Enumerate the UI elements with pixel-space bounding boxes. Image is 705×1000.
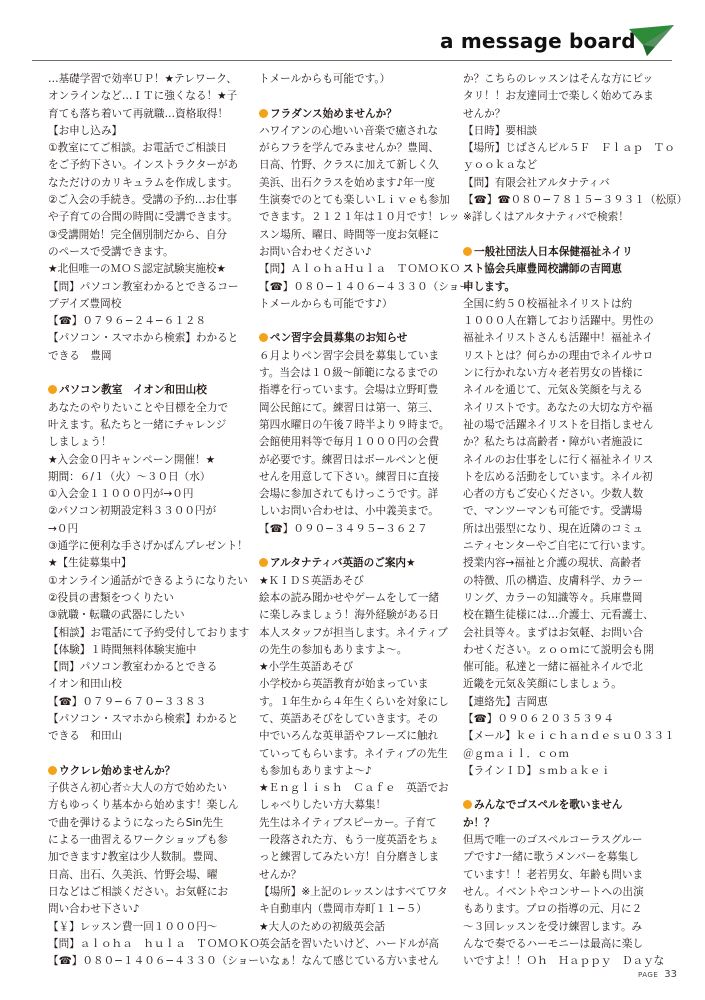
- section-gap: [259, 538, 460, 555]
- article-text-line: 指導を行っています。会場は立野町豊: [259, 384, 439, 397]
- article-heading-text: ウクレレ始めませんか？: [59, 764, 176, 777]
- article-text-line: 第四水曜日の午後７時半より９時まで。: [259, 418, 450, 431]
- page-title: a message board: [440, 29, 636, 53]
- article-text-line: できる 和田山: [48, 730, 123, 743]
- article-text-line: 【☎】０９０６２０３５３９４: [463, 712, 614, 725]
- article-text-line: ネイルを通じて、元気＆笑顔を与える: [463, 384, 643, 397]
- article-text-line: 【場所】※上記のレッスンはすべてワタ: [259, 885, 448, 898]
- article-text-line: 但馬で唯一のゴスペルコーラスグルー: [463, 834, 643, 847]
- article-text-line: ハワイアンの心地いい音楽で癒されな: [259, 124, 439, 137]
- article-heading-line: 申します。: [463, 280, 516, 293]
- article-text-line: せんか？: [463, 107, 506, 120]
- article-text-line: ※詳しくはアルタナティバで検索！: [463, 211, 629, 224]
- article-text-line: す。１年生から４年生くらいを対象にし: [259, 695, 449, 708]
- article-text-line: キ自動車内（豊岡市寿町１１−５）: [259, 903, 427, 916]
- article-text-line: 【☎】０７９６−２４−６１２８: [48, 315, 207, 328]
- article-text-line: 【場所】じばさんビル５Ｆ Ｆｌａｐ Ｔｏ: [463, 142, 675, 155]
- article-heading-line: スト協会兵庫豊岡校講師の吉岡恵: [463, 263, 622, 276]
- article-text-line: 【☎】０８０−１４０６−４３３０（ショー: [259, 280, 470, 293]
- article-text-line: ②役員の書類をつくりたい: [48, 591, 175, 604]
- article-text-line: リストとは？何らかの理由でネイルサロ: [463, 349, 654, 362]
- article-text-line: 全国に約５０校福祉ネイリストは約: [463, 297, 633, 310]
- article-text-line: 【パソコン・スマホから検索】わかると: [48, 712, 239, 725]
- article-text-line: ②ご入会の手続き。受講の予約…お仕事: [48, 194, 238, 207]
- article-text-line: あなたのやりたいことや目標を全力で: [48, 401, 229, 414]
- article-text-line: 〜３回レッスンを受け練習します。み: [463, 920, 643, 933]
- section-gap: [48, 746, 249, 763]
- article-text-line: も参加もありますよ〜♪: [259, 764, 372, 777]
- orange-dot-icon: [48, 385, 57, 394]
- article-text-line: 日高、出石、久美浜、竹野会場、曜: [48, 868, 218, 881]
- article-text-line: 方もゆっくり基本から始めます！楽しん: [48, 799, 239, 812]
- article-text-line: ★大人のための初級英会話: [259, 920, 386, 933]
- article-text-line: 会場に参加されてもけっこうです。詳: [259, 488, 439, 501]
- article-text-line: 近畿を元気＆笑顔にしましょう。: [463, 678, 622, 691]
- article-text-line: ①入会金１１０００円が→０円: [48, 488, 194, 501]
- article-text-line: ★ＫＩＤＳ英語あそび: [259, 574, 364, 587]
- article-heading-text: ペン習字会員募集のお知らせ: [270, 332, 408, 345]
- article-text-line: スン場所、曜日、時間等一度お気軽に: [259, 228, 440, 241]
- article-text-line: プです♪一緒に歌うメンバーを募集し: [463, 851, 639, 864]
- article-text-line: なただけのカリキュラムを作成します。: [48, 176, 238, 189]
- article-text-line: できます。２１２１年は１０月です！レッ: [259, 211, 460, 224]
- article-text-line: 【お申し込み】: [48, 124, 123, 137]
- article-text-line: ★Ｅｎｇｌｉｓｈ Ｃａｆｅ 英語でお: [259, 782, 449, 795]
- article-text-line: 英会話を習いたいけど、ハードルが高: [259, 937, 440, 950]
- orange-dot-icon: [463, 800, 472, 809]
- article-text-line: 【☎】０８０−１４０６−４３３０（ショー: [48, 955, 259, 968]
- column-3: [463, 71, 688, 971]
- article-heading: [48, 763, 249, 780]
- article-text-line: ニティセンターやご自宅にて行います。: [463, 540, 652, 553]
- article-text-line: 生演奏でのとても楽しいＬｉｖｅも参加: [259, 194, 450, 207]
- article-text-line: や子育ての合間の時間に受講できます。: [48, 211, 238, 224]
- article-text-line: 本人スタッフが担当します。ネイティブ: [259, 626, 448, 639]
- paper-plane-icon: [627, 23, 675, 59]
- article-text-line: イオン和田山校: [48, 678, 122, 691]
- article-text-line: の先生の参加もありますよ〜。: [259, 643, 408, 656]
- article-text-line: ＠ｇｍａｉｌ．ｃｏｍ: [463, 747, 569, 760]
- article-text-line: 会社員等々。まずはお気軽、お問い合: [463, 626, 644, 639]
- article-text-line: っと練習してみたい方！自分磨きしま: [259, 851, 440, 864]
- orange-dot-icon: [48, 766, 57, 775]
- article-text-line: 加できます♪教室は少人数制。豊岡、: [48, 851, 225, 864]
- article-heading: [259, 330, 460, 347]
- article-text-line: 福祉ネイリストさんも活躍中！福祉ネイ: [463, 332, 654, 345]
- article-text-line: わせください。ｚｏｏｍにて説明会も開: [463, 643, 654, 656]
- article-text-line: 【☎】☎０８０−７８１５−３９３１（松原）: [463, 194, 688, 207]
- article-heading: [463, 244, 664, 261]
- article-text-line: 校在籍生徒様には…介護士、元看護士、: [463, 609, 654, 622]
- article-text-line: 先生はネイティブスピーカー。子育て: [259, 816, 437, 829]
- article-heading-text: アルタナティバ英語のご案内★: [270, 557, 416, 570]
- article-heading: [259, 106, 460, 123]
- article-text-line: 【体験】１時間無料体験実施中: [48, 643, 197, 656]
- article-text-line: のペースで受講できます。: [48, 245, 174, 258]
- article-text-line: ★入会金０円キャンペーン開催！★: [48, 453, 216, 466]
- page-number: 33: [664, 969, 677, 980]
- article-text-line: 日などはご相談ください。お気軽にお: [48, 885, 229, 898]
- article-text-line: ネイリストです。あなたの大切な方や福: [463, 401, 653, 414]
- article-text-line: 中でいろんな英単語やフレーズに触れ: [259, 730, 439, 743]
- article-text-line: できる 豊岡: [48, 349, 112, 362]
- column-2: [259, 71, 470, 971]
- article-text-line: ②パソコン初期設定料３３００円が: [48, 505, 217, 518]
- article-text-line: 【☎】０９０−３４９５−３６２７: [259, 522, 428, 535]
- article-heading-line: か！？: [463, 816, 495, 829]
- article-text-line: 一段落された方、もう一度英語をちょ: [259, 834, 440, 847]
- article-text-line: 育ても落ち着いて再就職…資格取得！: [48, 107, 229, 120]
- article-text-line: お問い合わせください♪: [259, 245, 372, 258]
- column-1: [48, 71, 260, 971]
- article-text-line: いですよ！！Ｏｈ Ｈａｐｐｙ Ｄａｙな: [463, 955, 665, 968]
- article-text-line: 叶えます。私たちと一緒にチャレンジ: [48, 418, 227, 431]
- article-text-line: 【問】ＡｌｏｈａＨｕｌａ ＴＯＭＯＫＯ: [259, 263, 461, 276]
- article-text-line: ｙｏｏｋａなど: [463, 159, 538, 172]
- orange-dot-icon: [259, 109, 268, 118]
- article-text-line: ③就職・転職の武器にしたい: [48, 609, 185, 622]
- article-text-line: ③通学に便利な手さげかばんプレゼント！: [48, 540, 248, 553]
- article-text-line: 【連絡先】吉岡恵: [463, 695, 548, 708]
- article-text-line: ★北但唯一のＭＯＳ認定試験実施校★: [48, 263, 226, 276]
- article-text-line: 【ラインＩＤ】ｓｍｂａｋｅｉ: [463, 764, 611, 777]
- article-text-line: をご予約下さい。インストラクターがあ: [48, 159, 239, 172]
- article-text-line: 【問】ａｌｏｈａ ｈｕｌａ ＴＯＭＯＫＯ: [48, 937, 260, 950]
- article-text-line: 【相談】お電話にて予約受付しております: [48, 626, 250, 639]
- article-text-line: 期間：６/１（火）〜３０日（水）: [48, 470, 211, 483]
- article-text-line: で、マンツーマンも可能です。受講場: [463, 505, 643, 518]
- article-text-line: しゃべりしたい方大募集！: [259, 799, 387, 812]
- article-heading-text: パソコン教室 イオン和田山校: [59, 384, 207, 397]
- article-text-line: か？こちらのレッスンはそんな方にピッ: [463, 73, 654, 85]
- article-text-line: で曲を弾けるようになったらSin先生: [48, 816, 224, 829]
- article-text-line: 催可能。私達と一緒に福祉ネイルで北: [463, 661, 643, 674]
- article-text-line: ネイルのお仕事をしに行く福祉ネイリス: [463, 453, 654, 466]
- section-gap: [463, 780, 664, 797]
- article-text-line: んなで奏でるハーモニーは最高に楽し: [463, 937, 644, 950]
- orange-dot-icon: [259, 558, 268, 567]
- article-text-line: 【メール】ｋｅｉｃｈａｎｄｅｓｕ０３３１: [463, 730, 675, 743]
- article-text-line: しましょう！: [48, 436, 112, 449]
- article-heading-text: みんなでゴスペルを歌いません: [474, 799, 623, 812]
- article-text-line: …基礎学習で効率ＵＰ！★テレワーク、: [48, 73, 237, 85]
- article-text-line: しいお問い合わせは、小中義美まで。: [259, 505, 439, 518]
- article-text-line: ６月よりペン習字会員を募集していま: [259, 349, 440, 362]
- article-text-line: せんか？: [259, 868, 302, 881]
- article-text-line: 所は出張型になり、現在近隣のコミュ: [463, 522, 643, 535]
- article-text-line: ③受講開始！完全個別制だから、自分: [48, 228, 227, 241]
- article-text-line: ていってもらいます。ネイティブの先生: [259, 747, 448, 760]
- page-footer: [638, 969, 677, 980]
- article-text-line: 問い合わせ下さい♪: [48, 903, 140, 916]
- article-text-line: １０００人在籍しており活躍中。男性の: [463, 315, 654, 328]
- article-text-line: 祉の場で活躍ネイリストを目指しません: [463, 418, 654, 431]
- article-heading: [259, 555, 460, 572]
- article-text-line: 【問】パソコン教室わかるとできるコー: [48, 280, 239, 293]
- article-text-line: がらフラを学んでみませんか？豊岡、: [259, 142, 440, 155]
- article-text-line: いなぁ！なんて感じている方いません: [259, 955, 440, 968]
- article-text-line: ています！！老若男女、年齢も問いま: [463, 868, 644, 881]
- article-heading: [48, 382, 249, 399]
- header-rule: [32, 60, 672, 61]
- article-text-line: 【☎】０７９−６７０−３３８３: [48, 695, 207, 708]
- orange-dot-icon: [463, 247, 472, 256]
- article-text-line: の特徴、爪の構造、皮膚科学、カラー: [463, 574, 644, 587]
- article-heading-text: 一般社団法人日本保健福祉ネイリ: [474, 245, 633, 258]
- article-heading: [463, 797, 664, 814]
- article-text-line: トメールからも可能です♪）: [259, 297, 393, 310]
- article-text-line: プデイズ豊岡校: [48, 297, 122, 310]
- article-text-line: 岡公民館にて。練習日は第一、第三、: [259, 401, 439, 414]
- article-text-line: に楽しみましょう！海外経験がある日: [259, 609, 440, 622]
- article-text-line: 会館使用料等で毎月１０００円の会費: [259, 436, 440, 449]
- article-text-line: オンラインなど…ＩＴに強くなる！★子: [48, 90, 238, 103]
- article-text-line: せん。イベントやコンサートへの出演: [463, 885, 644, 898]
- article-text-line: 【問】パソコン教室わかるとできる: [48, 661, 218, 674]
- article-text-line: トを広める活動をしています。ネイル初: [463, 470, 653, 483]
- article-text-line: す。当会は１０級〜師範になるまでの: [259, 367, 439, 380]
- article-text-line: 小学校から英語教育が始まっていま: [259, 678, 429, 691]
- article-text-line: 【日時】要相談: [463, 124, 538, 137]
- orange-dot-icon: [259, 333, 268, 342]
- article-text-line: 子供さん初心者☆大人の方で始めたい: [48, 782, 227, 795]
- article-text-line: が必要です。練習日はボールペンと便: [259, 453, 439, 466]
- section-gap: [259, 313, 460, 330]
- article-text-line: 美浜、出石クラスを始めます♪年一度: [259, 176, 435, 189]
- article-text-line: タリ！！お友達同士で楽しく始めてみま: [463, 90, 654, 103]
- section-gap: [463, 227, 664, 244]
- article-text-line: ンに行かれない方々老若男女の皆様に: [463, 367, 644, 380]
- article-text-line: による一曲習えるワークショップも参: [48, 834, 228, 847]
- article-text-line: ①オンライン通話ができるようになりたい: [48, 574, 248, 587]
- page-label: PAGE: [637, 971, 659, 979]
- article-text-line: →０円: [48, 522, 79, 535]
- article-text-line: もあります。プロの指導の元、月に２: [463, 903, 643, 916]
- article-text-line: 日高、竹野、クラスに加えて新しく久: [259, 159, 439, 172]
- article-text-line: ★【生徒募集中】: [48, 557, 132, 570]
- section-gap: [259, 88, 460, 105]
- section-gap: [48, 365, 249, 382]
- article-text-line: 心者の方もご安心ください。少数人数: [463, 488, 644, 501]
- article-text-line: 絵本の読み聞かせやゲームをして一緒: [259, 591, 440, 604]
- article-text-line: トメールからも可能です。）: [259, 73, 391, 85]
- article-text-line: 【問】有限会社アルタナティバ: [463, 176, 610, 189]
- article-text-line: ★小学生英語あそび: [259, 661, 354, 674]
- article-text-line: て、英語あそびをしていきます。その: [259, 712, 439, 725]
- article-text-line: 【パソコン・スマホから検索】わかると: [48, 332, 239, 345]
- article-text-line: リング、カラーの知識等々。兵庫豊岡: [463, 591, 643, 604]
- article-text-line: 【￥】レッスン費一回１０００円〜: [48, 920, 218, 933]
- article-text-line: せんを用意して下さい。練習日に直接: [259, 470, 440, 483]
- article-heading-text: フラダンス始めませんか？: [270, 107, 397, 120]
- article-text-line: か？私たちは高齢者・障がい者施設に: [463, 436, 644, 449]
- article-text-line: ①教室にてご相談。お電話でご相談日: [48, 142, 227, 155]
- article-text-line: 授業内容→福祉と介護の現状、高齢者: [463, 557, 642, 570]
